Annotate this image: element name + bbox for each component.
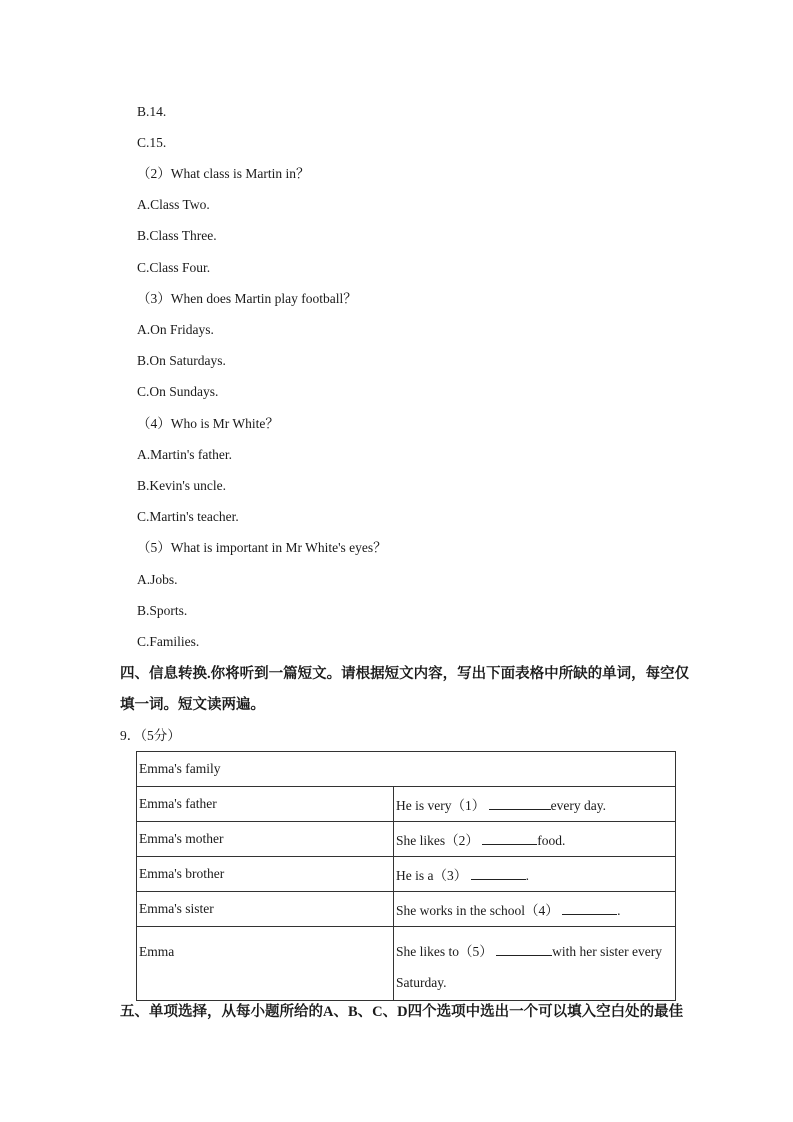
detail-text-line2: Saturday. (396, 975, 447, 990)
option-c-q1: C.15. (137, 135, 167, 150)
answer-blank-2[interactable] (482, 832, 537, 845)
question-2-prompt: （2）What class is Martin in？ (137, 166, 310, 181)
answer-blank-5[interactable] (496, 943, 552, 956)
question-3-option-b: B.On Saturdays. (137, 353, 226, 368)
table-cell-who: Emma (137, 927, 394, 1001)
answer-blank-4[interactable] (562, 902, 617, 915)
table-cell-detail (394, 892, 676, 927)
detail-text-before: She works in the school（4） (396, 903, 559, 918)
question-2-option-c: C.Class Four. (137, 260, 211, 275)
table-row (137, 927, 676, 1001)
question-5-prompt: （5）What is important in Mr White's eyes？ (137, 540, 387, 555)
table-title-row (137, 752, 676, 787)
table-cell-who: Emma's sister (137, 892, 394, 927)
question-3-option-a: A.On Fridays. (137, 322, 214, 337)
question-9-number: 9．（5分） (120, 728, 181, 743)
detail-text-after: . (525, 868, 529, 883)
table-row (137, 892, 676, 927)
section-5-heading: 五、单项选择，从每小题所给的A、B、C、D四个选项中选出一个可以填入空白处的最佳 (120, 1004, 684, 1020)
question-4-option-c: C.Martin's teacher. (137, 509, 239, 524)
section-4-heading-line2: 填一词。短文读两遍。 (120, 697, 265, 713)
table-cell-who: Emma's father (137, 787, 394, 822)
question-2-option-a: A.Class Two. (137, 197, 210, 212)
question-3-prompt: （3）When does Martin play football？ (137, 291, 357, 306)
question-4-option-b: B.Kevin's uncle. (137, 478, 227, 493)
table-cell-detail (394, 857, 676, 892)
detail-text-before: He is very（1） (396, 798, 486, 813)
question-4-prompt: （4）Who is Mr White？ (137, 416, 279, 431)
answer-blank-3[interactable] (471, 867, 526, 880)
detail-text-before: He is a（3） (396, 868, 468, 883)
table-cell-detail (394, 822, 676, 857)
table-cell-who: Emma's brother (137, 857, 394, 892)
question-5-option-c: C.Families. (137, 634, 200, 649)
table-row (137, 857, 676, 892)
detail-text-before: She likes to（5） (396, 944, 493, 959)
question-4-option-a: A.Martin's father. (137, 447, 233, 462)
table-cell-who: Emma's mother (137, 822, 394, 857)
detail-text-after: . (617, 903, 621, 918)
question-2-option-b: B.Class Three. (137, 228, 217, 243)
table-row (137, 787, 676, 822)
detail-text-before: She likes（2） (396, 833, 479, 848)
detail-text-after: with her sister every (552, 944, 662, 959)
table-cell-detail (394, 927, 676, 1001)
section-4-heading-line1: 四、信息转换.你将听到一篇短文。请根据短文内容，写出下面表格中所缺的单词，每空仅 (120, 666, 690, 682)
question-3-option-c: C.On Sundays. (137, 384, 219, 399)
detail-text-after: food. (537, 833, 566, 848)
table-cell-detail (394, 787, 676, 822)
info-table (136, 751, 676, 1001)
detail-text-after: every day. (550, 798, 606, 813)
table-title: Emma's family (137, 752, 676, 787)
question-5-option-a: A.Jobs. (137, 572, 178, 587)
option-b-q1: B.14. (137, 104, 167, 119)
question-5-option-b: B.Sports. (137, 603, 188, 618)
answer-blank-1[interactable] (489, 797, 551, 810)
table-row (137, 822, 676, 857)
